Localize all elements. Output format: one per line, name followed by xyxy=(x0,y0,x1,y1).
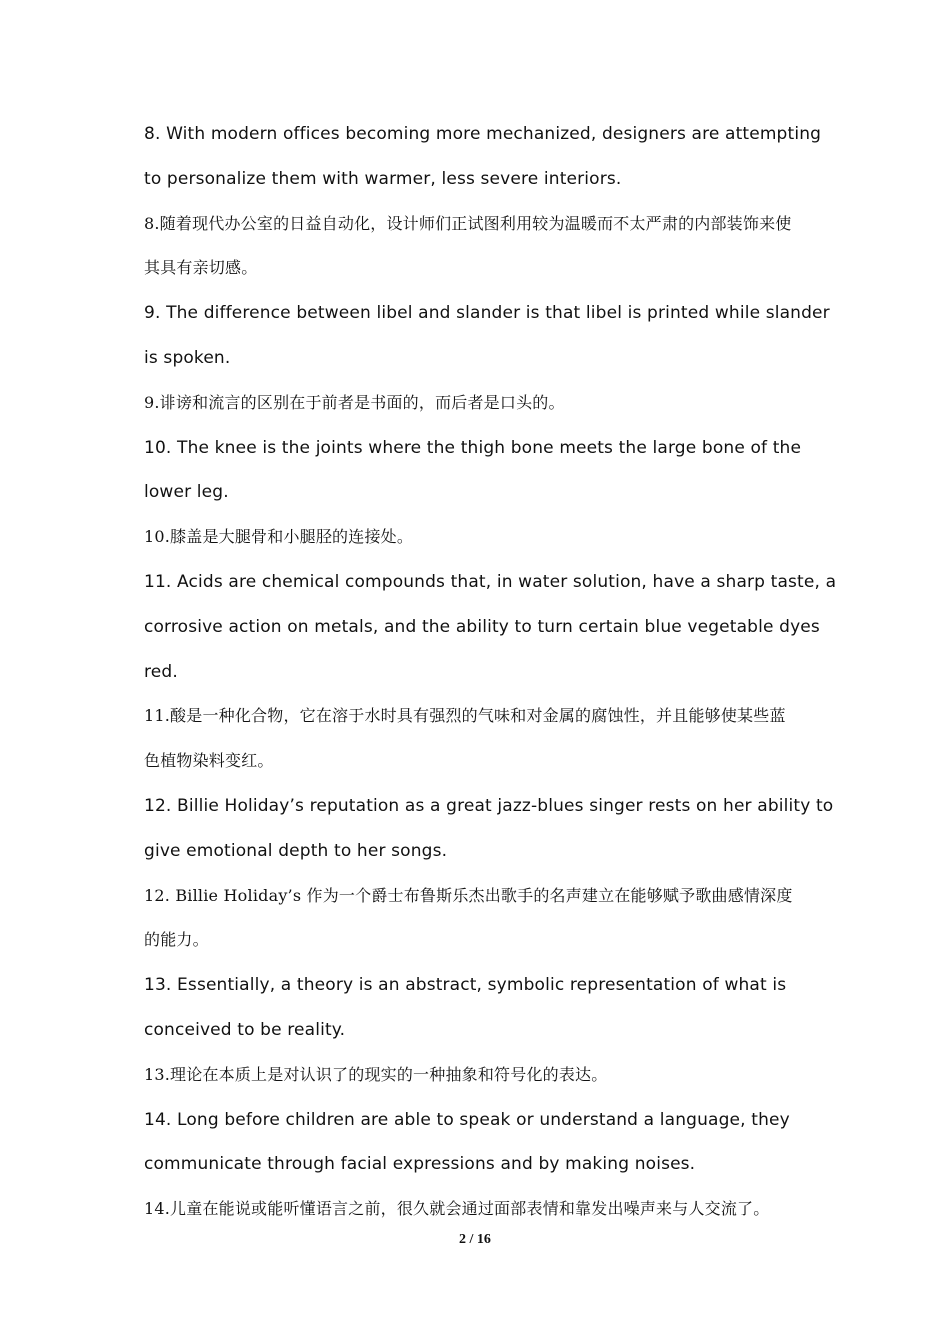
sentence-line: is spoken. xyxy=(144,347,231,368)
sentence-line: 11. Acids are chemical compounds that, in water solution, have a sharp taste, a xyxy=(144,571,837,592)
translation-line: 12. Billie Holiday’s 作为一个爵士布鲁斯乐杰出歌手的名声建立在能够赋予歌曲感情深度 xyxy=(144,885,793,905)
sentence-line: 12. Billie Holiday’s reputation as a great jazz-blues singer rests on her ability to xyxy=(144,795,834,816)
translation-line: 其具有亲切感。 xyxy=(144,258,258,278)
sentence-line: 14. Long before children are able to speak or understand a language, they xyxy=(144,1109,790,1130)
translation-line: 10.膝盖是大腿骨和小腿胫的连接处。 xyxy=(144,527,414,547)
translation-line: 13.理论在本质上是对认识了的现实的一种抽象和符号化的表达。 xyxy=(144,1064,608,1084)
translation-line: 8.随着现代办公室的日益自动化，设计师们正试图利用较为温暖而不太严肃的内部装饰来使 xyxy=(144,213,792,233)
sentence-line: 13. Essentially, a theory is an abstract, symbolic representation of what is xyxy=(144,975,787,996)
sentence-line: 8. With modern offices becoming more mechanized, designers are attempting xyxy=(144,124,822,144)
sentence-line: red. xyxy=(144,661,178,682)
sentence-line: 9. The difference between libel and slander is that libel is printed while slander xyxy=(144,303,830,324)
translation-line: 色植物染料变红。 xyxy=(144,751,274,771)
sentence-line: give emotional depth to her songs. xyxy=(144,840,448,861)
document-body xyxy=(144,112,837,1232)
sentence-line: conceived to be reality. xyxy=(144,1019,346,1040)
sentence-line: 10. The knee is the joints where the thigh bone meets the large bone of the xyxy=(144,437,802,458)
sentence-line: lower leg. xyxy=(144,482,229,503)
sentence-line: communicate through facial expressions and by making noises. xyxy=(144,1154,696,1175)
translation-line: 的能力。 xyxy=(144,930,209,950)
sentence-line: corrosive action on metals, and the ability to turn certain blue vegetable dyes xyxy=(144,616,820,637)
page-number: 2 / 16 xyxy=(459,1232,491,1247)
translation-line: 14.儿童在能说或能听懂语言之前，很久就会通过面部表情和靠发出噪声来与人交流了。 xyxy=(144,1199,770,1219)
translation-line: 9.诽谤和流言的区别在于前者是书面的，而后者是口头的。 xyxy=(144,392,565,412)
translation-line: 11.酸是一种化合物，它在溶于水时具有强烈的气味和对金属的腐蚀性，并且能够使某些蓝 xyxy=(144,706,786,726)
sentence-line: to personalize them with warmer, less severe interiors. xyxy=(144,168,622,189)
